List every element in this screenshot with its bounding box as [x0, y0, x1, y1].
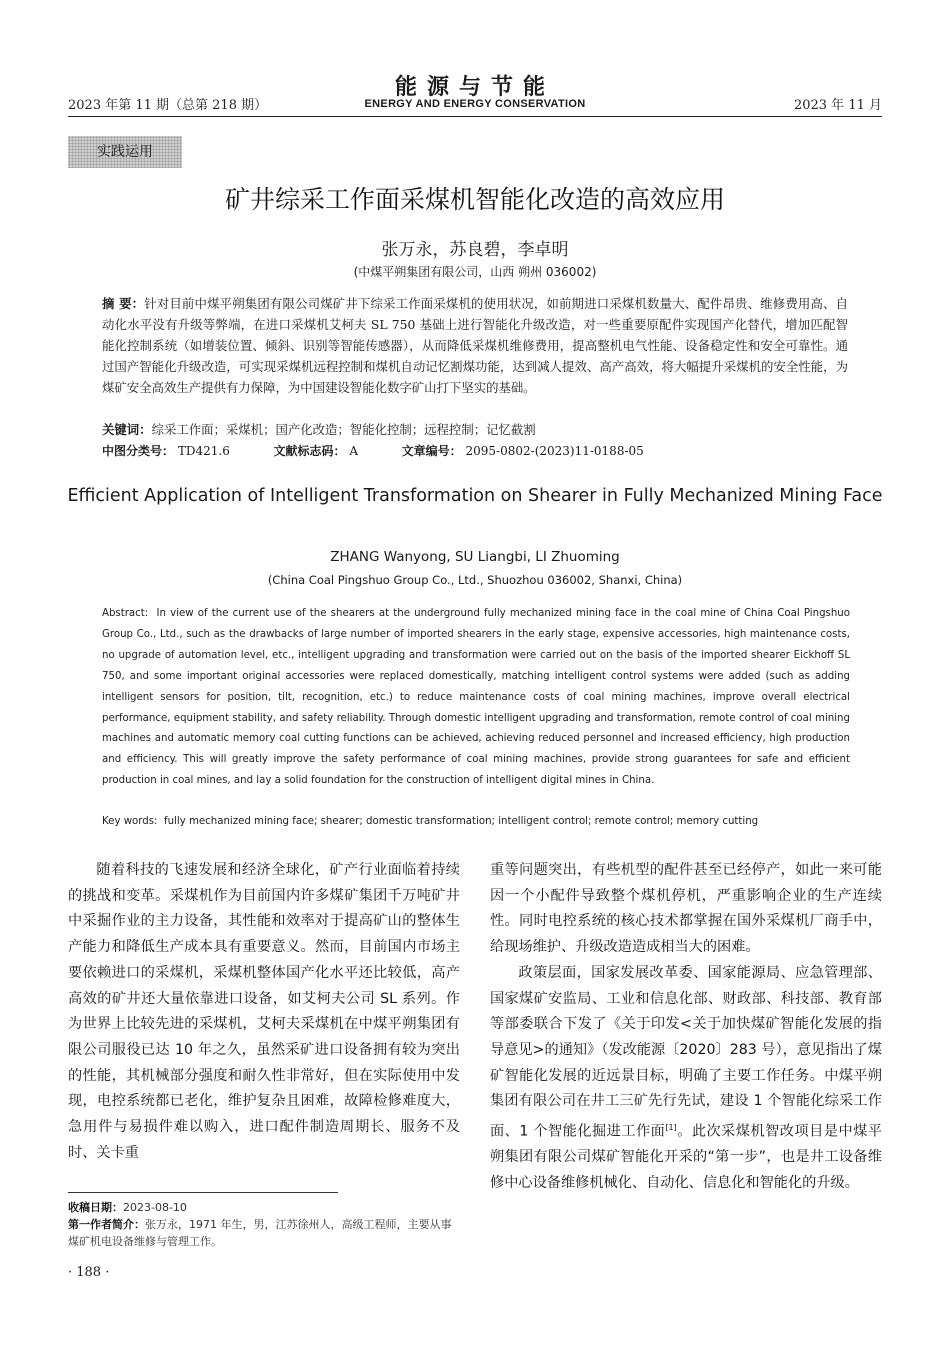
body-column-left	[68, 858, 460, 1166]
body-paragraph: 重等问题突出，有些机型的配件甚至已经停产，如此一来可能因一个小配件导致整个煤机停机，严重影响企业的生产连续性。同时电控系统的核心技术都掌握在国外采煤机厂商手中，给现场维护、升级改造造成相当大的困难。	[490, 862, 882, 956]
article-title-cn: 矿井综采工作面采煤机智能化改造的高效应用	[224, 185, 725, 214]
classification-row	[102, 442, 848, 459]
authors-cn: 张万永，苏良碧，李卓明	[381, 240, 569, 260]
keywords-en-text: fully mechanized mining face; shearer; domestic transformation; intelligent control; remote control; memory cutting	[163, 816, 759, 827]
keywords-en	[102, 816, 862, 827]
issue-info: 2023 年第 11 期（总第 218 期）	[68, 98, 268, 113]
author-bio-text: 张万永，1971 年生，男，江苏徐州人，高级工程师，主要从事煤矿机电设备维修与管理工作。	[68, 1218, 452, 1248]
issue-date: 2023 年 11 月	[793, 98, 882, 113]
received-date	[68, 1199, 460, 1216]
affiliation-en: (China Coal Pingshuo Group Co., Ltd., Shuozhou 036002, Shanxi, China)	[267, 573, 683, 587]
section-tag: 实践运用	[68, 136, 182, 168]
abstract-cn-label: 摘 要：	[102, 296, 145, 311]
abstract-en-label: Abstract:	[102, 608, 149, 619]
keywords-cn	[102, 420, 848, 438]
keywords-en-label: Key words:	[102, 816, 158, 827]
journal-title-cn: 能源与节能	[394, 74, 555, 100]
authors-en: ZHANG Wanyong, SU Liangbi, LI Zhuoming	[330, 549, 620, 565]
body-column-right	[490, 858, 882, 1197]
clc-value: TD421.6	[177, 444, 230, 458]
received-value: 2023-08-10	[123, 1201, 187, 1214]
clc-label: 中图分类号：	[102, 444, 175, 458]
body-paragraph	[490, 961, 882, 1197]
header-rule	[68, 116, 882, 117]
article-title-en: Efficient Application of Intelligent Transformation on Shearer in Fully Mechanized Mining Face	[67, 486, 883, 506]
footnote-rule	[68, 1192, 338, 1193]
article-no-value: 2095-0802-(2023)11-0188-05	[465, 444, 644, 458]
page-number: · 188 ·	[68, 1265, 110, 1280]
doc-code-label: 文献标志码：	[273, 444, 346, 458]
abstract-cn-text: 针对目前中煤平朔集团有限公司煤矿井下综采工作面采煤机的使用状况，如前期进口采煤机数量大、配件昂贵、维修费用高、自动化水平没有升级等弊端，在进口采煤机艾柯夫 SL 750 基础上进行智能化升级改造，对一些重要原配件实现国产化替代，增加匹配智能化控制系统（如增装位置、倾斜、识别等智能传感器），从而降低采煤机维修费用，提高整机电气性能、设备稳定性和安全可靠性。通过国产智能化升级改造，可实现采煤机远程控制和煤机自动记忆割煤功能，达到减人提效、高产高效，将大幅提升采煤机的安全性能，为煤矿安全高效生产提供有力保障，为中国建设智能化数字矿山打下坚实的基础。	[102, 296, 848, 395]
citation-ref[interactable]: [1]	[665, 1123, 677, 1133]
body-paragraph: 随着科技的飞速发展和经济全球化，矿产行业面临着持续的挑战和变革。采煤机作为目前国内许多煤矿集团千万吨矿井中采掘作业的主力设备，其性能和效率对于提高矿山的整体生产能力和降低生产成本具有重要意义。然而，目前国内市场主要依赖进口的采煤机，采煤机整体国产化水平还比较低，高产高效的矿井还大量依靠进口设备，如艾柯夫公司 SL 系列。作为世界上比较先进的采煤机，艾柯夫采煤机在中煤平朔集团有限公司服役已达 10 年之久，虽然采矿进口设备拥有较为突出的性能，其机械部分强度和耐久性非常好，但在实际使用中发现，电控系统都已老化，维护复杂且困难，故障检修难度大，急用件与易损件难以购入，进口配件制造周期长、服务不及时、关卡重	[68, 862, 460, 1161]
affiliation-cn: (中煤平朔集团有限公司，山西 朔州 036002)	[353, 265, 597, 279]
body-paragraph-tail: 。此次采煤机智改项目是中煤平朔集团有限公司煤矿智能化开采的“第一步”，也是井工设备维修中心设备维修机械化、自动化、信息化和智能化的升级。	[490, 1123, 882, 1192]
abstract-en-text: In view of the current use of the shearers at the underground fully mechanized mining face in the coal mine of China Coal Pingshuo Group Co., Ltd., such as the drawbacks of large number of imported shearers in the early stage, expensive accessories, high maintenance costs, no upgrade of automation level, etc., intelligent upgrading and transformation were carried out on the basis of the imported shearer Eickhoff SL 750, and some important original accessories were replaced domestically, matching intelligent control systems were added (such as adding intelligent sensors for position, tilt, recognition, etc.) to reduce maintenance costs of coal mining machines, improve overall electrical performance, equipment stability, and safety reliability. Through domestic intelligent upgrading and transformation, remote control of coal mining machines and automatic memory coal cutting functions can be achieved, achieving reduced personnel and increased efficiency, high production and efficiency. This will greatly improve the safety performance of coal mining machines, provide strong guarantees for safe and efficient production in coal mines, and lay a solid foundation for the construction of intelligent digital mines in China.	[102, 608, 850, 787]
abstract-cn	[102, 293, 848, 398]
received-label: 收稿日期：	[68, 1201, 123, 1214]
doc-code-value: A	[349, 444, 358, 458]
keywords-cn-text: 综采工作面；采煤机；国产化改造；智能化控制；远程控制；记忆截割	[151, 422, 536, 437]
journal-title-en: ENERGY AND ENERGY CONSERVATION	[364, 98, 586, 110]
keywords-cn-label: 关键词：	[102, 422, 152, 437]
author-bio-label: 第一作者简介：	[68, 1218, 145, 1231]
article-no-label: 文章编号：	[401, 444, 462, 458]
abstract-en	[102, 604, 850, 792]
author-bio	[68, 1216, 460, 1250]
footnote	[68, 1199, 460, 1250]
body-paragraph-text: 政策层面，国家发展改革委、国家能源局、应急管理部、国家煤矿安监局、工业和信息化部、财政部、科技部、教育部等部委联合下发了《关于印发<关于加快煤矿智能化发展的指导意见>的通知》（发改能源〔2020〕283 号），意见指出了煤矿智能化发展的近远景目标，明确了主要工作任务。中煤平朔集团有限公司在井工三矿先行先试，建设 1 个智能化综采工作面、1 个智能化掘进工作面	[490, 964, 882, 1140]
